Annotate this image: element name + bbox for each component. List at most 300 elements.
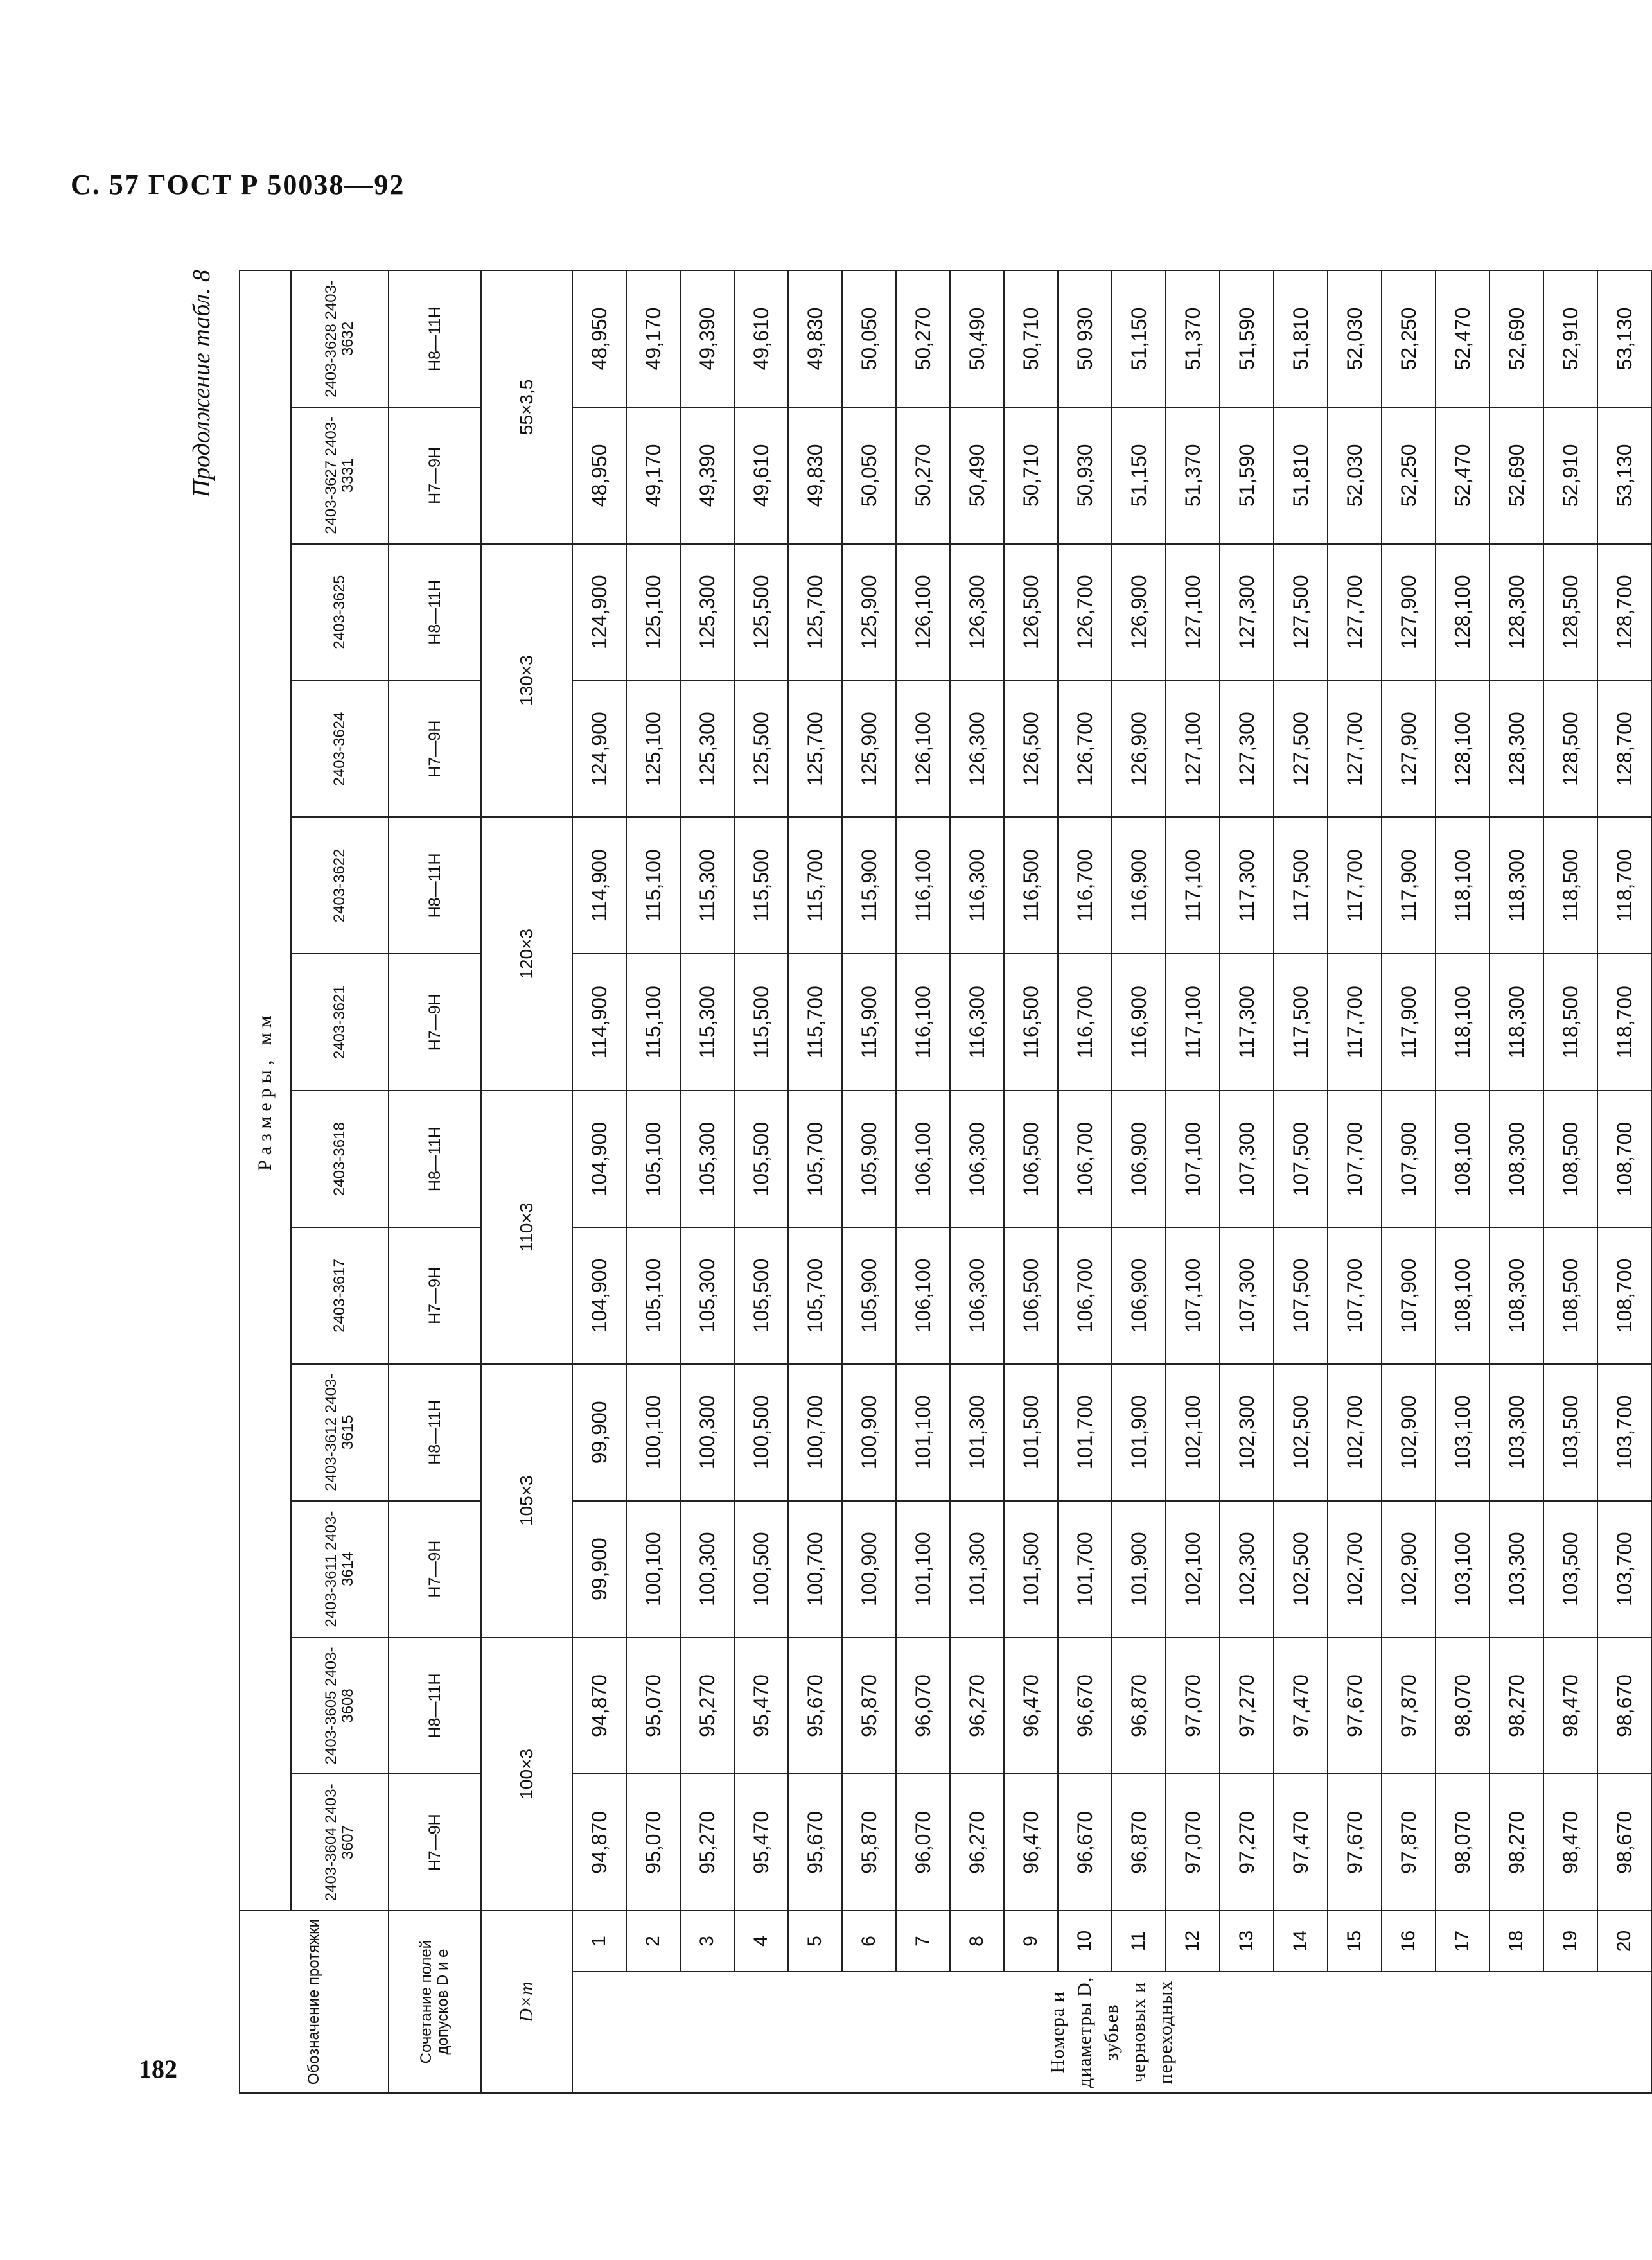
- diameter-value: 99,900: [572, 1501, 626, 1638]
- diameter-value: 108,100: [1436, 1091, 1489, 1227]
- diameter-value: 95,470: [734, 1774, 788, 1911]
- diameter-value: 127,300: [1220, 544, 1274, 681]
- diameter-value: 125,300: [680, 681, 734, 818]
- table-row: [1489, 270, 1543, 2093]
- diameter-value: 100,700: [788, 1364, 842, 1501]
- diameter-value: 128,700: [1597, 681, 1651, 818]
- diameter-value: 105,300: [680, 1091, 734, 1227]
- diameter-value: 48,950: [572, 270, 626, 407]
- diameter-value: 127,300: [1220, 681, 1274, 818]
- diameter-value: 97,270: [1220, 1774, 1274, 1911]
- diameter-value: 51,370: [1166, 407, 1220, 544]
- diameter-value: 98,470: [1543, 1774, 1597, 1911]
- diameter-value: 50,490: [950, 407, 1004, 544]
- diameter-value: 125,100: [626, 544, 680, 681]
- diameter-value: 100,500: [734, 1501, 788, 1638]
- broach-code-cell: 2403-3611 2403-3614: [291, 1501, 389, 1638]
- diameter-value: 118,500: [1543, 954, 1597, 1091]
- diameter-value: 97,670: [1328, 1638, 1382, 1774]
- sizes-header: Размеры, мм: [240, 270, 291, 1911]
- diameter-value: 127,500: [1274, 681, 1328, 818]
- diameter-value: 116,300: [950, 954, 1004, 1091]
- dm-group-cell: 55×3,5: [481, 270, 572, 544]
- diameter-value: 100,900: [842, 1364, 896, 1501]
- diameter-value: 52,910: [1543, 270, 1597, 407]
- diameter-value: 115,700: [788, 954, 842, 1091]
- diameter-value: 100,300: [680, 1501, 734, 1638]
- diameter-value: 125,300: [680, 544, 734, 681]
- broach-code-cell: 2403-3605 2403-3608: [291, 1638, 389, 1774]
- diameter-value: 105,900: [842, 1091, 896, 1227]
- tolerance-cell: H7—9H: [389, 1227, 481, 1364]
- diameter-value: 115,500: [734, 817, 788, 954]
- diameter-value: 100,100: [626, 1501, 680, 1638]
- diameter-value: 103,700: [1597, 1364, 1651, 1501]
- diameter-value: 126,700: [1058, 544, 1112, 681]
- diameter-value: 116,100: [896, 817, 950, 954]
- diameter-value: 106,700: [1058, 1227, 1112, 1364]
- diameter-value: 126,500: [1004, 544, 1058, 681]
- diameter-value: 107,500: [1274, 1091, 1328, 1227]
- diameter-value: 115,300: [680, 817, 734, 954]
- diameter-value: 96,270: [950, 1774, 1004, 1911]
- row-number: 4: [734, 1911, 788, 1972]
- broach-code-cell: 2403-3627 2403-3331: [291, 407, 389, 544]
- diameter-value: 105,700: [788, 1227, 842, 1364]
- diameter-value: 51,370: [1166, 270, 1220, 407]
- diameter-value: 126,900: [1112, 544, 1166, 681]
- diameter-value: 107,500: [1274, 1227, 1328, 1364]
- diameter-value: 106,900: [1112, 1091, 1166, 1227]
- diameter-value: 97,070: [1166, 1774, 1220, 1911]
- tolerance-cell: H8—11H: [389, 1638, 481, 1774]
- diameter-value: 101,100: [896, 1364, 950, 1501]
- diameter-value: 102,700: [1328, 1501, 1382, 1638]
- diameter-value: 100,500: [734, 1364, 788, 1501]
- diameter-value: 108,500: [1543, 1227, 1597, 1364]
- diameter-value: 126,300: [950, 681, 1004, 818]
- diameter-value: 95,870: [842, 1638, 896, 1774]
- diameter-value: 50 930: [1058, 270, 1112, 407]
- diameter-value: 128,100: [1436, 681, 1489, 818]
- diameter-value: 115,700: [788, 817, 842, 954]
- tolerance-cell: H7—9H: [389, 407, 481, 544]
- diameter-value: 102,900: [1382, 1364, 1436, 1501]
- diameter-value: 101,900: [1112, 1364, 1166, 1501]
- diameter-value: 52,690: [1489, 270, 1543, 407]
- diameter-value: 106,500: [1004, 1091, 1058, 1227]
- row-number: 14: [1274, 1911, 1328, 1972]
- diameter-value: 117,900: [1382, 817, 1436, 954]
- diameter-value: 102,100: [1166, 1364, 1220, 1501]
- diameter-value: 52,470: [1436, 270, 1489, 407]
- diameter-value: 102,700: [1328, 1364, 1382, 1501]
- diameter-value: 117,100: [1166, 954, 1220, 1091]
- diameter-value: 103,100: [1436, 1501, 1489, 1638]
- diameter-value: 103,100: [1436, 1364, 1489, 1501]
- table-row: [1436, 270, 1489, 2093]
- stub-broach: Обозначение протяжки: [240, 1911, 389, 2093]
- diameter-value: 102,100: [1166, 1501, 1220, 1638]
- table-row: [1004, 270, 1058, 2093]
- diameter-value: 52,250: [1382, 270, 1436, 407]
- row-number: 8: [950, 1911, 1004, 1972]
- diameter-value: 124,900: [572, 544, 626, 681]
- diameter-value: 50,490: [950, 270, 1004, 407]
- page-title: С. 57 ГОСТ Р 50038—92: [71, 169, 405, 200]
- diameter-value: 96,070: [896, 1774, 950, 1911]
- broach-code-cell: 2403-3621: [291, 954, 389, 1091]
- diameter-value: 98,670: [1597, 1774, 1651, 1911]
- diameter-value: 101,700: [1058, 1501, 1112, 1638]
- diameter-value: 117,300: [1220, 954, 1274, 1091]
- diameter-value: 124,900: [572, 681, 626, 818]
- diameter-value: 95,470: [734, 1638, 788, 1774]
- diameter-value: 125,900: [842, 544, 896, 681]
- diameter-value: 98,470: [1543, 1638, 1597, 1774]
- diameter-value: 127,900: [1382, 544, 1436, 681]
- diameter-value: 101,300: [950, 1501, 1004, 1638]
- diameter-value: 116,700: [1058, 817, 1112, 954]
- diameter-value: 51,810: [1274, 270, 1328, 407]
- diameter-value: 96,070: [896, 1638, 950, 1774]
- diameter-value: 128,300: [1489, 681, 1543, 818]
- diameter-value: 106,300: [950, 1227, 1004, 1364]
- diameter-value: 116,500: [1004, 954, 1058, 1091]
- diameter-value: 126,700: [1058, 681, 1112, 818]
- diameter-value: 96,870: [1112, 1638, 1166, 1774]
- diameter-value: 50,930: [1058, 407, 1112, 544]
- diameter-value: 52,470: [1436, 407, 1489, 544]
- diameter-value: 50,710: [1004, 270, 1058, 407]
- diameter-value: 52,910: [1543, 407, 1597, 544]
- diameter-value: 107,100: [1166, 1227, 1220, 1364]
- diameter-value: 106,900: [1112, 1227, 1166, 1364]
- broach-code-cell: 2403-3617: [291, 1227, 389, 1364]
- diameter-value: 95,270: [680, 1774, 734, 1911]
- diameter-value: 127,100: [1166, 544, 1220, 681]
- diameter-value: 101,100: [896, 1501, 950, 1638]
- broach-code-cell: 2403-3628 2403-3632: [291, 270, 389, 407]
- diameter-value: 128,700: [1597, 544, 1651, 681]
- tolerance-cell: H7—9H: [389, 681, 481, 818]
- diameter-value: 98,070: [1436, 1638, 1489, 1774]
- diameter-value: 53,130: [1597, 407, 1651, 544]
- diameter-value: 52,250: [1382, 407, 1436, 544]
- diameter-value: 49,170: [626, 407, 680, 544]
- diameter-value: 49,610: [734, 270, 788, 407]
- diameter-value: 125,700: [788, 681, 842, 818]
- tolerance-cell: H8—11H: [389, 544, 481, 681]
- diameter-value: 104,900: [572, 1227, 626, 1364]
- diameter-value: 116,900: [1112, 817, 1166, 954]
- table-row: [842, 270, 896, 2093]
- diameter-value: 95,270: [680, 1638, 734, 1774]
- table-row: [680, 270, 734, 2093]
- row-number: 10: [1058, 1911, 1112, 1972]
- diameter-value: 126,100: [896, 681, 950, 818]
- dm-row: [481, 270, 572, 2093]
- dm-group-cell: 105×3: [481, 1364, 572, 1638]
- diameter-value: 127,900: [1382, 681, 1436, 818]
- diameter-value: 108,300: [1489, 1227, 1543, 1364]
- diameter-value: 118,100: [1436, 954, 1489, 1091]
- diameter-value: 128,500: [1543, 681, 1597, 818]
- diameter-value: 100,900: [842, 1501, 896, 1638]
- diameter-value: 107,100: [1166, 1091, 1220, 1227]
- row-number: 6: [842, 1911, 896, 1972]
- diameter-value: 95,870: [842, 1774, 896, 1911]
- diameter-value: 117,500: [1274, 817, 1328, 954]
- diameter-value: 98,670: [1597, 1638, 1651, 1774]
- diameter-value: 102,500: [1274, 1501, 1328, 1638]
- dm-group-cell: 110×3: [481, 1091, 572, 1364]
- diameter-value: 101,900: [1112, 1501, 1166, 1638]
- row-label-inner: черновых и переходных: [1128, 1980, 1176, 2085]
- diameter-value: 107,300: [1220, 1227, 1274, 1364]
- broach-code-cell: 2403-3624: [291, 681, 389, 818]
- diameter-value: 49,610: [734, 407, 788, 544]
- diameter-value: 108,700: [1597, 1091, 1651, 1227]
- table-row: [1328, 270, 1382, 2093]
- tolerance-row: [389, 270, 481, 2093]
- diameter-value: 118,300: [1489, 817, 1543, 954]
- diameter-value: 97,470: [1274, 1638, 1328, 1774]
- diameter-value: 118,100: [1436, 817, 1489, 954]
- diameter-value: 49,170: [626, 270, 680, 407]
- diameter-value: 127,100: [1166, 681, 1220, 818]
- diameter-value: 96,470: [1004, 1774, 1058, 1911]
- diameter-value: 125,100: [626, 681, 680, 818]
- diameter-value: 128,100: [1436, 544, 1489, 681]
- diameter-value: 49,830: [788, 407, 842, 544]
- diameter-value: 51,810: [1274, 407, 1328, 544]
- table-row: [1597, 270, 1651, 2093]
- diameter-value: 107,900: [1382, 1091, 1436, 1227]
- diameter-value: 95,070: [626, 1774, 680, 1911]
- diameter-value: 116,300: [950, 817, 1004, 954]
- diameter-value: 51,590: [1220, 270, 1274, 407]
- diameter-value: 103,500: [1543, 1501, 1597, 1638]
- diameter-value: 105,500: [734, 1091, 788, 1227]
- diameter-value: 101,500: [1004, 1364, 1058, 1501]
- diameter-value: 50,050: [842, 407, 896, 544]
- broach-code-cell: 2403-3625: [291, 544, 389, 681]
- diameter-value: 100,100: [626, 1364, 680, 1501]
- row-number: 11: [1112, 1911, 1166, 1972]
- diameter-value: 105,100: [626, 1227, 680, 1364]
- table-row: [1274, 270, 1328, 2093]
- tolerance-cell: H8—11H: [389, 817, 481, 954]
- diameter-value: 52,030: [1328, 270, 1382, 407]
- row-number: 16: [1382, 1911, 1436, 1972]
- diameter-value: 128,500: [1543, 544, 1597, 681]
- diameter-value: 103,700: [1597, 1501, 1651, 1638]
- row-number: 12: [1166, 1911, 1220, 1972]
- diameter-value: 98,070: [1436, 1774, 1489, 1911]
- row-label-outer: Номера и диаметры D, зубьев: [1047, 1976, 1122, 2089]
- diameter-value: 114,900: [572, 954, 626, 1091]
- diameter-value: 53,130: [1597, 270, 1651, 407]
- diameter-value: 116,700: [1058, 954, 1112, 1091]
- row-number: 17: [1436, 1911, 1489, 1972]
- diameter-value: 98,270: [1489, 1638, 1543, 1774]
- diameter-value: 96,670: [1058, 1774, 1112, 1911]
- diameter-value: 105,500: [734, 1227, 788, 1364]
- diameter-value: 97,870: [1382, 1638, 1436, 1774]
- row-number: 2: [626, 1911, 680, 1972]
- diameter-value: 108,700: [1597, 1227, 1651, 1364]
- diameter-value: 104,900: [572, 1091, 626, 1227]
- row-number: 18: [1489, 1911, 1543, 1972]
- diameter-value: 106,300: [950, 1091, 1004, 1227]
- tolerance-cell: H7—9H: [389, 1501, 481, 1638]
- diameter-value: 51,590: [1220, 407, 1274, 544]
- diameter-value: 48,950: [572, 407, 626, 544]
- table-row: [896, 270, 950, 2093]
- table-row: [788, 270, 842, 2093]
- diameter-value: 127,700: [1328, 681, 1382, 818]
- diameter-value: 49,390: [680, 407, 734, 544]
- diameter-value: 126,300: [950, 544, 1004, 681]
- diameter-value: 106,500: [1004, 1227, 1058, 1364]
- rotated-content: [188, 270, 1636, 2094]
- diameter-value: 105,900: [842, 1227, 896, 1364]
- diameter-value: 50,710: [1004, 407, 1058, 544]
- diameter-value: 97,070: [1166, 1638, 1220, 1774]
- diameter-value: 50,270: [896, 270, 950, 407]
- diameter-value: 103,300: [1489, 1501, 1543, 1638]
- broach-code-cell: 2403-3604 2403-3607: [291, 1774, 389, 1911]
- row-number: 7: [896, 1911, 950, 1972]
- diameter-value: 108,500: [1543, 1091, 1597, 1227]
- diameter-value: 125,900: [842, 681, 896, 818]
- diameter-value: 107,900: [1382, 1227, 1436, 1364]
- row-number: 15: [1328, 1911, 1382, 1972]
- broach-dimensions-table: [239, 270, 1652, 2094]
- table-continuation-label: Продолжение табл. 8: [188, 270, 215, 498]
- diameter-value: 50,270: [896, 407, 950, 544]
- table-row: [1220, 270, 1274, 2093]
- diameter-value: 52,690: [1489, 407, 1543, 544]
- diameter-value: 51,150: [1112, 270, 1166, 407]
- diameter-value: 117,900: [1382, 954, 1436, 1091]
- tolerance-cell: H8—11H: [389, 1364, 481, 1501]
- stub-dm: D×m: [481, 1911, 572, 2093]
- diameter-value: 127,700: [1328, 544, 1382, 681]
- diameter-value: 97,870: [1382, 1774, 1436, 1911]
- diameter-value: 102,300: [1220, 1364, 1274, 1501]
- diameter-value: 116,900: [1112, 954, 1166, 1091]
- diameter-value: 94,870: [572, 1638, 626, 1774]
- table-row: [1166, 270, 1220, 2093]
- diameter-value: 115,300: [680, 954, 734, 1091]
- diameter-value: 50,050: [842, 270, 896, 407]
- diameter-value: 96,870: [1112, 1774, 1166, 1911]
- diameter-value: 126,900: [1112, 681, 1166, 818]
- diameter-value: 106,100: [896, 1091, 950, 1227]
- tolerance-cell: H8—11H: [389, 270, 481, 407]
- diameter-value: 127,500: [1274, 544, 1328, 681]
- row-number: 5: [788, 1911, 842, 1972]
- table-row: [1112, 270, 1166, 2093]
- tolerance-cell: H7—9H: [389, 954, 481, 1091]
- diameter-value: 52,030: [1328, 407, 1382, 544]
- diameter-value: 96,270: [950, 1638, 1004, 1774]
- diameter-value: 126,500: [1004, 681, 1058, 818]
- diameter-value: 51,150: [1112, 407, 1166, 544]
- dm-group-cell: 120×3: [481, 817, 572, 1091]
- broach-code-row: [291, 270, 389, 2093]
- diameter-value: 102,900: [1382, 1501, 1436, 1638]
- broach-code-cell: 2403-3622: [291, 817, 389, 954]
- diameter-value: 97,270: [1220, 1638, 1274, 1774]
- diameter-value: 107,700: [1328, 1091, 1382, 1227]
- table-row: [1382, 270, 1436, 2093]
- diameter-value: 126,100: [896, 544, 950, 681]
- diameter-value: 49,830: [788, 270, 842, 407]
- diameter-value: 118,300: [1489, 954, 1543, 1091]
- diameter-value: 115,500: [734, 954, 788, 1091]
- row-number: 20: [1597, 1911, 1651, 1972]
- diameter-value: 102,500: [1274, 1364, 1328, 1501]
- diameter-value: 97,670: [1328, 1774, 1382, 1911]
- diameter-value: 106,700: [1058, 1091, 1112, 1227]
- diameter-value: 115,100: [626, 954, 680, 1091]
- diameter-value: 98,270: [1489, 1774, 1543, 1911]
- sizes-header-row: [240, 270, 291, 2093]
- table-row: [572, 270, 626, 2093]
- diameter-value: 108,100: [1436, 1227, 1489, 1364]
- diameter-value: 117,700: [1328, 817, 1382, 954]
- page-number: 182: [139, 2054, 177, 2083]
- table-row: [1543, 270, 1597, 2093]
- row-number: 3: [680, 1911, 734, 1972]
- diameter-value: 116,100: [896, 954, 950, 1091]
- diameter-value: 115,100: [626, 817, 680, 954]
- row-number: 19: [1543, 1911, 1597, 1972]
- diameter-value: 114,900: [572, 817, 626, 954]
- diameter-value: 95,670: [788, 1774, 842, 1911]
- dm-group-cell: 130×3: [481, 544, 572, 818]
- diameter-value: 97,470: [1274, 1774, 1328, 1911]
- diameter-value: 118,500: [1543, 817, 1597, 954]
- diameter-value: 105,300: [680, 1227, 734, 1364]
- diameter-value: 108,300: [1489, 1091, 1543, 1227]
- tolerance-cell: H8—11H: [389, 1091, 481, 1227]
- diameter-value: 100,700: [788, 1501, 842, 1638]
- diameter-value: 117,300: [1220, 817, 1274, 954]
- broach-code-cell: 2403-3618: [291, 1091, 389, 1227]
- diameter-value: 49,390: [680, 270, 734, 407]
- diameter-value: 128,300: [1489, 544, 1543, 681]
- diameter-value: 105,100: [626, 1091, 680, 1227]
- diameter-value: 107,700: [1328, 1227, 1382, 1364]
- table-row: [1058, 270, 1112, 2093]
- diameter-value: 101,700: [1058, 1364, 1112, 1501]
- diameter-value: 125,500: [734, 681, 788, 818]
- dm-group-cell: 100×3: [481, 1638, 572, 1911]
- diameter-value: 125,500: [734, 544, 788, 681]
- tolerance-cell: H7—9H: [389, 1774, 481, 1911]
- table-row: [626, 270, 680, 2093]
- diameter-value: 100,300: [680, 1364, 734, 1501]
- diameter-value: 118,700: [1597, 954, 1651, 1091]
- diameter-value: 115,900: [842, 954, 896, 1091]
- table-body: [572, 270, 1651, 2093]
- diameter-value: 117,100: [1166, 817, 1220, 954]
- diameter-value: 99,900: [572, 1364, 626, 1501]
